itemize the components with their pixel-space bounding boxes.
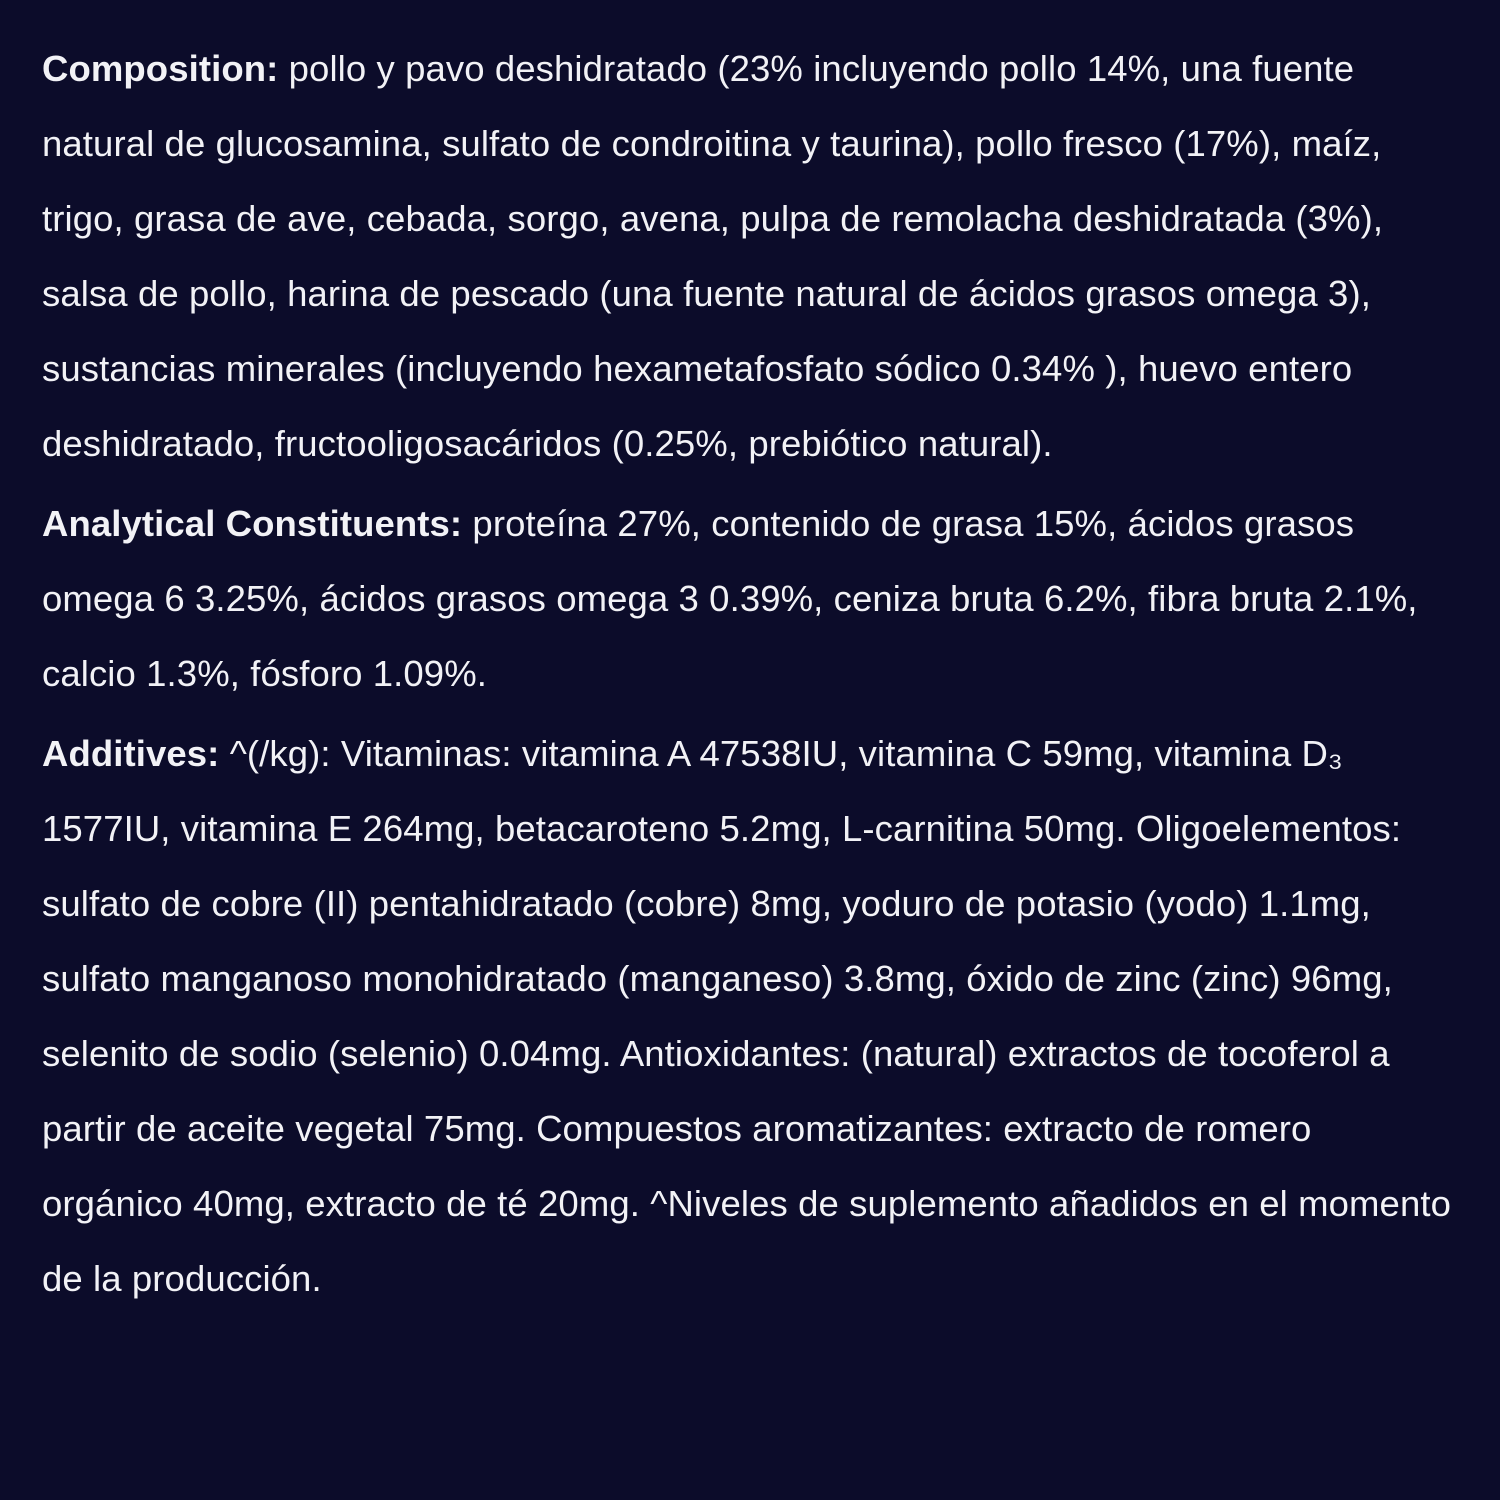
composition-section (42, 31, 1460, 481)
additives-label: Additives: (42, 733, 220, 774)
composition-label: Composition: (42, 48, 279, 89)
additives-text: ^(/kg): Vitaminas: vitamina A 47538IU, vitamina C 59mg, vitamina D₃ 1577IU, vitamina E 264mg, betacaroteno 5.2mg, L-carnitina 50mg. Oligoelementos: sulfato de cobre (II) pentahidratado (cobre) 8mg, yoduro de potasio (yodo) 1.1mg, sulfato manganoso monohidratado (manganeso) 3.8mg, óxido de zinc (zinc) 96mg, selenito de sodio (selenio) 0.04mg. Antioxidantes: (natural) extractos de tocoferol a partir de aceite vegetal 75mg. Compuestos aromatizantes: extracto de romero orgánico 40mg, extracto de té 20mg. ^Niveles de suplemento añadidos en el momento de la producción. (42, 733, 1451, 1299)
analytical-constituents-text: proteína 27%, contenido de grasa 15%, ácidos grasos omega 6 3.25%, ácidos grasos omega 3 0.39%, ceniza bruta 6.2%, fibra bruta 2.1%, calcio 1.3%, fósforo 1.09%. (42, 503, 1418, 694)
additives-section (42, 716, 1460, 1316)
composition-text: pollo y pavo deshidratado (23% incluyendo pollo 14%, una fuente natural de glucosamina, sulfato de condroitina y taurina), pollo fresco (17%), maíz, trigo, grasa de ave, cebada, sorgo, avena, pulpa de remolacha deshidratada (3%), salsa de pollo, harina de pescado (una fuente natural de ácidos grasos omega 3), sustancias minerales (incluyendo hexametafosfato sódico 0.34% ), huevo entero deshidratado, fructooligosacáridos (0.25%, prebiótico natural). (42, 48, 1384, 464)
analytical-constituents-label: Analytical Constituents: (42, 503, 463, 544)
analytical-constituents-section (42, 486, 1460, 711)
